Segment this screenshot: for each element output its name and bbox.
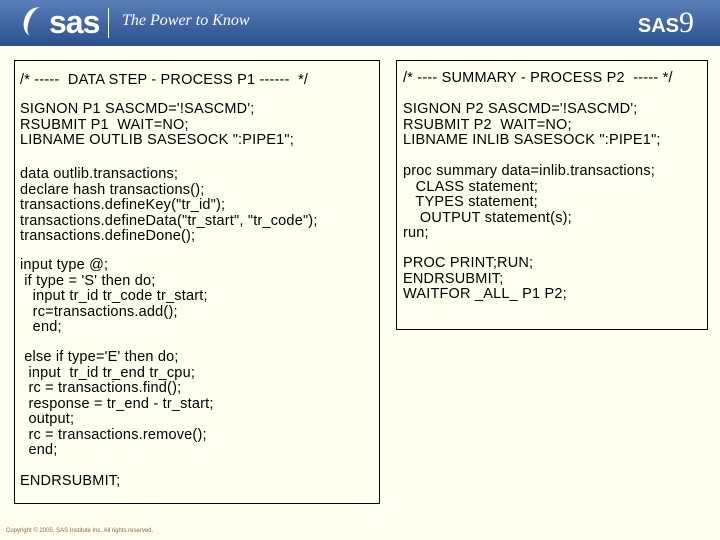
- right-signon-block: SIGNON P2 SASCMD='!SASCMD'; RSUBMIT P2 WAIT=NO; LIBNAME INLIB SASESOCK ":PIPE1";: [403, 101, 661, 148]
- right-summary-block: proc summary data=inlib.transactions; CLASS statement; TYPES statement; OUTPUT statement(s); run;: [403, 163, 655, 241]
- sas-logo: sas: [24, 4, 99, 41]
- left-hash-block: data outlib.transactions; declare hash transactions(); transactions.defineKey("tr_id"); transactions.defineData("tr_start", "tr_code"); transactions.defineDone();: [20, 166, 318, 244]
- header-divider: [108, 8, 109, 38]
- left-else-block: else if type='E' then do; input tr_id tr_end tr_cpu; rc = transactions.find(); response = tr_end - tr_start; output; rc = transactions.remove(); end;: [24, 349, 214, 458]
- left-comment-line: /* ----- DATA STEP - PROCESS P1 ------ */: [20, 72, 309, 88]
- header-bar: [0, 0, 720, 46]
- right-print-block: PROC PRINT;RUN; ENDRSUBMIT; WAITFOR _ALL_ P1 P2;: [403, 255, 567, 302]
- left-input-block: input type @; if type = 'S' then do; input tr_id tr_code tr_start; rc=transactions.add(); end;: [20, 257, 208, 335]
- left-signon-block: SIGNON P1 SASCMD='!SASCMD'; RSUBMIT P1 WAIT=NO; LIBNAME OUTLIB SASESOCK ":PIPE1";: [20, 101, 294, 148]
- sas9-badge: SAS9: [637, 6, 694, 39]
- left-endrsubmit: ENDRSUBMIT;: [20, 473, 121, 489]
- sas-swirl-icon: [20, 4, 52, 40]
- copyright-footer: Copyright © 2005, SAS Institute Inc. All rights reserved.: [6, 528, 154, 534]
- right-comment-line: /* ---- SUMMARY - PROCESS P2 ----- */: [403, 70, 673, 86]
- summary-panel: [396, 60, 708, 330]
- tagline: The Power to Know: [122, 12, 250, 29]
- data-step-panel: [14, 60, 380, 504]
